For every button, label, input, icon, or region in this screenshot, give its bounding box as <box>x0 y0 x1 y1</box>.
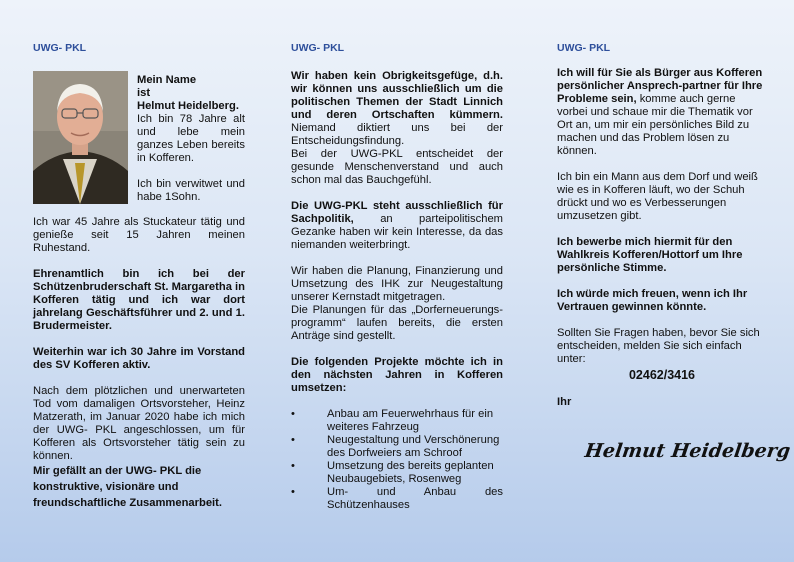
phone-number: 02462/3416 <box>628 368 696 382</box>
name-block <box>137 74 245 204</box>
name-line-2: ist <box>137 87 151 99</box>
factual-politics-rest: an parteipolitischem Gezanke haben wir kein Interesse, da das niemanden weiterbringt. <box>291 213 503 251</box>
name-line-3: Helmut Heidelberg. <box>137 100 239 112</box>
portrait-photo <box>33 71 128 204</box>
ihk-text: Wir haben die Planung, Finanzierung und Umsetzung des IHK zur Neugestaltung unserer Kernstadt mitgetragen. <box>291 265 503 303</box>
board-text: Weiterhin war ich 30 Jahre im Vorstand des SV Kofferen aktiv. <box>33 346 245 371</box>
likes-text: Mir gefällt an der UWG- PKL die konstruktive, visionäre und freundschaftliche Zusammenarbeit. <box>33 465 222 509</box>
trust-text: Ich würde mich freuen, wenn ich Ihr Vertrauen gewinnen könnte. <box>557 288 748 313</box>
closing-text: Ihr <box>557 396 572 408</box>
honorary-text: Ehrenamtlich bin ich bei der Schützenbruderschaft St. Margaretha in Kofferen tätig und ich war dort jahrelang Geschäftsführer und 2. und 1. Brudermeister. <box>33 268 245 332</box>
list-item: • Umsetzung des bereits geplanten Neubaugebiets, Rosenweg <box>291 460 494 485</box>
list-item: • Um- und Anbau des Schützenhauses <box>291 486 503 511</box>
bullet-icon: • <box>291 434 295 446</box>
name-line-1: Mein Name <box>137 74 197 86</box>
family-text: Ich bin verwitwet und habe 1Sohn. <box>137 178 245 203</box>
bullet-icon: • <box>291 486 295 498</box>
column-1-body <box>33 216 245 511</box>
no-hierarchy-bold: Wir haben kein Obrigkeitsgefüge, d.h. wir können uns ausschließlich um die politischen Themen der Stadt Linnich und deren Ortschaften kümmern. <box>291 70 503 121</box>
column-2 <box>291 70 503 512</box>
factual-politics-bold: Die UWG-PKL steht ausschließlich für Sachpolitik, <box>291 200 503 225</box>
candidacy-text: Ich bewerbe mich hiermit für den Wahlkreis Kofferen/Hottorf um Ihre persönliche Stimme. <box>557 236 743 274</box>
no-hierarchy-rest: Niemand diktiert uns bei der Entscheidungsfindung. <box>291 122 503 147</box>
common-sense-text: Bei der UWG-PKL entscheidet der gesunde Menschenverstand und auch schon mal das Bauchgefühl. <box>291 148 503 186</box>
column-header-2: UWG- PKL <box>291 42 345 54</box>
joined-text: Nach dem plötzlichen und unerwarteten Tod vom damaligen Ortsvorsteher, Heinz Matzerath, im Januar 2020 habe ich mich der UWG- PKL angeschlossen, um für Kofferen als Ortsvorsteher tätig sein zu können. <box>33 385 245 462</box>
projects-title: Die folgenden Projekte möchte ich in den nächsten Jahren in Kofferen umsetzen: <box>291 356 503 394</box>
projects-list <box>291 408 503 512</box>
bullet-icon: • <box>291 408 295 420</box>
intro-text: Ich bin 78 Jahre alt und lebe mein ganzes Leben bereits in Kofferen. <box>137 113 245 164</box>
contact-person-rest: komme auch gerne vorbei und schaue mir die Thematik vor Ort an, um mir ein persönliches Bild zu machen und das Problem lösen zu können. <box>557 93 753 157</box>
column-header-1: UWG- PKL <box>33 42 87 54</box>
list-item: • Anbau am Feuerwehrhaus für ein weiteres Fahrzeug <box>291 408 494 433</box>
career-text: Ich war 45 Jahre als Stuckateur tätig und genieße seit 15 Jahren meinen Ruhestand. <box>33 216 245 254</box>
village-man-text: Ich bin ein Mann aus dem Dorf und weiß wie es in Kofferen läuft, wo der Schuh drückt und wo es Verbesserungen umzusetzen gibt. <box>557 171 758 222</box>
signature: Helmut Heidelberg <box>583 440 792 462</box>
list-item: • Neugestaltung und Verschönerung des Dorfweiers am Schroof <box>291 434 500 459</box>
village-program-text: Die Planungen für das „Dorferneuerungs-programm“ laufen bereits, die ersten Anträge sind gestellt. <box>291 304 503 342</box>
questions-text: Sollten Sie Fragen haben, bevor Sie sich entscheiden, melden Sie sich einfach unter: <box>557 327 760 365</box>
column-header-3: UWG- PKL <box>557 42 611 54</box>
column-3 <box>557 67 767 409</box>
bullet-icon: • <box>291 460 295 472</box>
contact-person-bold: Ich will für Sie als Bürger aus Kofferen persönlicher Ansprech-partner für Ihre Probleme sein, <box>557 67 763 105</box>
